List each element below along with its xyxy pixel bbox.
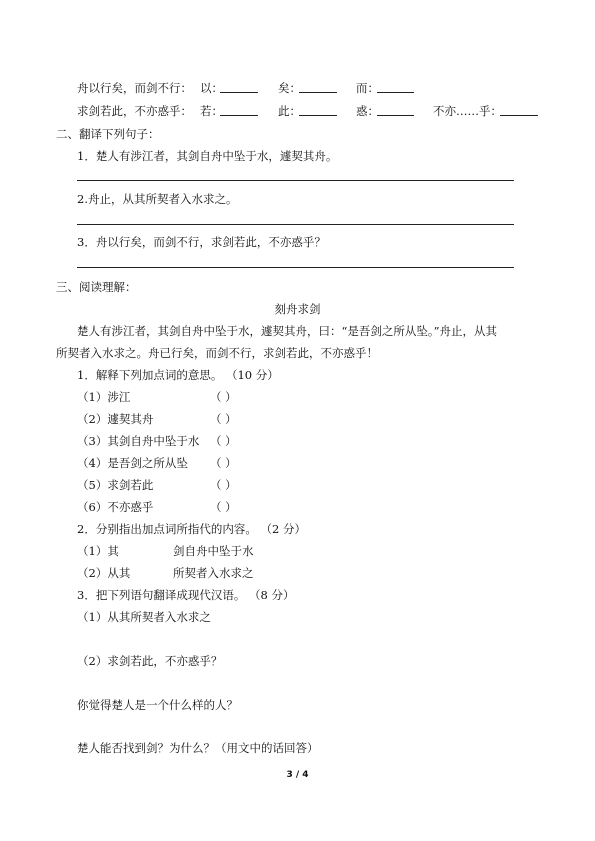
- q2-item-text: 剑自舟中坠于水: [173, 544, 254, 558]
- translate-q3: 3．舟以行矣，而剑不行，求剑若此，不亦惑乎？: [77, 235, 326, 249]
- translate-q2: 2.舟止，从其所契者入水求之。: [77, 192, 238, 206]
- q3-title: 3．把下列语句翻译成现代汉语。 （8 分）: [77, 588, 295, 602]
- vocab-line-2: [77, 103, 192, 119]
- section-3-heading: 三、阅读理解：: [56, 280, 137, 294]
- vocab-line-2-text: 求剑若此，不亦惑乎：: [77, 104, 192, 118]
- answer-blank[interactable]: [500, 103, 538, 116]
- page-number: 3 / 4: [286, 770, 309, 780]
- q2-title: 2．分别指出加点词所指代的内容。 （2 分）: [77, 522, 306, 536]
- q1-item-answer[interactable]: （ ）: [210, 500, 237, 514]
- vocab-item-ci: 此：: [278, 104, 301, 118]
- answer-line[interactable]: [77, 224, 514, 225]
- q1-item-answer[interactable]: （ ）: [210, 412, 237, 426]
- q1-item-answer[interactable]: （ ）: [210, 434, 237, 448]
- vocab-item-huo: 惑：: [356, 104, 379, 118]
- answer-blank[interactable]: [220, 80, 258, 93]
- vocab-item-er: 而：: [356, 81, 379, 95]
- passage-line-2: 所契者入水求之。舟已行矣，而剑不行，求剑若此，不亦惑乎！: [56, 346, 378, 360]
- q2-item-text: 所契者入水求之: [173, 566, 254, 580]
- passage-line-1: 楚人有涉江者，其剑自舟中坠于水，遽契其舟，曰：“是吾剑之所从坠。”舟止，从其: [77, 324, 498, 338]
- passage-title: 刻舟求剑: [274, 302, 321, 316]
- q1-item-label: （3）其剑自舟中坠于水: [77, 434, 200, 448]
- q1-item-answer[interactable]: （ ）: [210, 390, 237, 404]
- answer-line[interactable]: [77, 180, 514, 181]
- q4-text: 你觉得楚人是一个什么样的人？: [77, 698, 238, 712]
- q3-item: （1）从其所契者入水求之: [77, 610, 211, 624]
- vocab-item-yi2: 矣：: [278, 81, 301, 95]
- q1-item-label: （1）涉江: [77, 390, 131, 404]
- answer-blank[interactable]: [299, 80, 337, 93]
- vocab-line-1-text: 舟以行矣，而剑不行：: [77, 81, 192, 95]
- q1-item-label: （6）不亦惑乎: [77, 500, 154, 514]
- answer-line[interactable]: [77, 267, 514, 268]
- q2-item-label: （1）其: [77, 544, 119, 558]
- vocab-item-buyihu: 不亦……乎：: [433, 104, 502, 118]
- q5-text: 楚人能否找到剑？为什么？（用文中的话回答）: [77, 741, 319, 755]
- q1-item-label: （4）是吾剑之所从坠: [77, 456, 188, 470]
- answer-blank[interactable]: [299, 103, 337, 116]
- q1-title: 1．解释下列加点词的意思。 （10 分）: [77, 368, 279, 382]
- answer-blank[interactable]: [377, 80, 414, 93]
- q1-item-answer[interactable]: （ ）: [210, 478, 237, 492]
- q3-item: （2）求剑若此，不亦惑乎？: [77, 654, 223, 668]
- translate-q1: 1．楚人有涉江者，其剑自舟中坠于水，遽契其舟。: [77, 149, 338, 163]
- vocab-line-1: [77, 80, 192, 96]
- q1-item-label: （2）遽契其舟: [77, 412, 154, 426]
- section-2-heading: 二、翻译下列句子：: [56, 127, 160, 141]
- q2-item-label: （2）从其: [77, 566, 131, 580]
- answer-blank[interactable]: [220, 103, 258, 116]
- answer-blank[interactable]: [377, 103, 414, 116]
- vocab-item-ruo: 若：: [200, 104, 223, 118]
- q1-item-label: （5）求剑若此: [77, 478, 154, 492]
- vocab-item-yi: 以：: [200, 81, 223, 95]
- q1-item-answer[interactable]: （ ）: [210, 456, 237, 470]
